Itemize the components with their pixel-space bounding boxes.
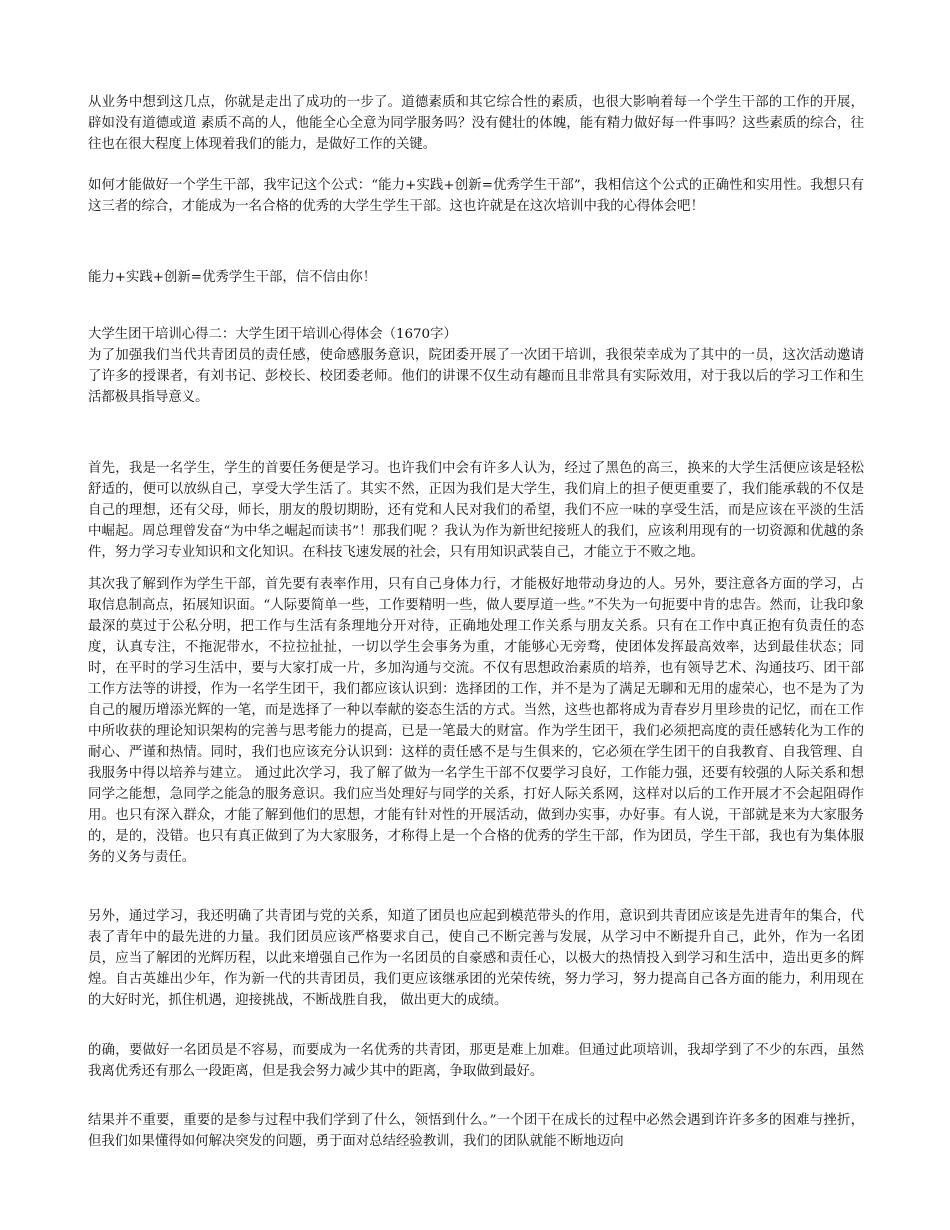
paragraph-conclusion: 结果并不重要，重要的是参与过程中我们学到了什么，领悟到什么。”一个团干在成长的过程中必然会遇到许许多多的困难与挫折，但我们如果懂得如何解决突发的问题，勇于面对总结经验教训，我们的团队就能不断地迈向 [88,1113,864,1149]
paragraph-formula-short: 能力+实践+创新=优秀学生干部，信不信由你！ [88,270,377,285]
paragraph-league-party: 另外，通过学习，我还明确了共青团与党的关系，知道了团员也应起到模范带头的作用，意识到共青团应该是先进青年的集合，代表了青年中的最先进的力量。我们团员应该严格要求自己，使自己不断完善与发展，从学习中不断提升自己，此外，作为一名团员，应当了解团的光辉历程，以此来增强自己作为一名团员的自豪感和责任心，以极大的热情投入到学习和生活中，造出更多的辉煌。自古英雄出少年，作为新一代的共青团员，我们更应该继承团的光荣传统，努力学习，努力提高自己各方面的能力，利用现在的大好时光，抓住机遇，迎接挑战，不断战胜自我， 做出更大的成绩。 [88,909,864,1008]
paragraph-qualities: 从业务中想到这几点，你就是走出了成功的一步了。道德素质和其它综合性的素质，也很大影响着每一个学生干部的工作的开展，辟如没有道德或道 素质不高的人，他能全心全意为同学服务吗？没有健壮的体魄，能有精力做好每一件事吗？这些素质的综合，往往也在很大程度上体现着我们的能力，是做好工作的关键。 [88,95,864,152]
paragraph-cadre-role: 其次我了解到作为学生干部，首先要有表率作用，只有自己身体力行，才能极好地带动身边的人。另外，要注意各方面的学习，占取信息制高点，拓展知识面。“人际要简单一些，工作要精明一些，做人要厚道一些。”不失为一句扼要中肯的忠告。然而，让我印象最深的莫过于公私分明，把工作与生活有条理地分开对待，正确地处理工作关系与朋友关系。只有在工作中真正抱有负责任的态度，认真专注，不拖泥带水，不拉拉扯扯，一切以学生会事务为重，才能够心无旁骛，使团体发挥最高效率，达到最佳状态；同时，在平时的学习生活中，要与大家打成一片，多加沟通与交流。不仅有思想政治素质的培养，也有领导艺术、沟通技巧、团干部工作方法等的讲授，作为一名学生团干，我们都应该认识到：选择团的工作，并不是为了满足无聊和无用的虚荣心，也不是为了为自己的履历增添光辉的一笔，而是选择了一种以奉献的姿态生活的方式。当然，这些也都将成为青春岁月里珍贵的记忆，而在工作中所收获的理论知识架构的完善与思考能力的提高，已是一笔最大的财富。作为学生团干，我们必须把高度的责任感转化为工作的耐心、严谨和热情。同时，我们也应该充分认识到：这样的责任感不是与生俱来的，它必须在学生团干的自我教育、自我管理、自我服务中得以培养与建立。 通过此次学习，我了解了做为一名学生干部不仅要学习良好，工作能力强，还要有较强的人际关系和想同学之能想，急同学之能急的服务意识。我们应当处理好与同学的关系，打好人际关系网，这样对以后的工作开展才不会起阻碍作用。也只有深入群众，才能了解到他们的思想，才能有针对性的开展活动，做到办实事，办好事。有人说，干部就是来为大家服务的，是的，没错。也只有真正做到了为大家服务，才称得上是一个合格的优秀的学生干部，作为团员，学生干部，我也有为集体服务的义务与责任。 [88,577,864,865]
paragraph-difficulty: 的确，要做好一名团员是不容易，而要成为一名优秀的共青团，那更是难上加难。但通过此项培训，我却学到了不少的东西，虽然我离优秀还有那么一段距离，但是我会努力减少其中的距离，争取做到最好。 [88,1043,864,1079]
paragraph-training-intro: 为了加强我们当代共青团员的责任感，使命感服务意识，院团委开展了一次团干培训，我很荣幸成为了其中的一员，这次活动邀请了许多的授课者，有刘书记、彭校长、校团委老师。他们的讲课不仅生动有趣而且非常具有实际效用，对于我以后的学习工作和生活都极具指导意义。 [88,348,864,405]
paragraph-study: 首先，我是一名学生，学生的首要任务便是学习。也许我们中会有许多人认为，经过了黑色的高三，换来的大学生活便应该是轻松舒适的，便可以放纵自己，享受大学生活了。其实不然，正因为我们是大学生，我们肩上的担子便更重要了，我们能承载的不仅是自己的理想，还有父母，师长，朋友的殷切期盼，还有党和人民对我们的希望，我们不应一味的享受生活，而是应该在平淡的生活中崛起。周总理曾发奋“为中华之崛起而读书”！那我们呢 ？我认为作为新世纪接班人的我们，应该利用现有的一切资源和优越的条件，努力学习专业知识和文化知识。在科技飞速发展的社会，只有用知识武装自己，才能立于不败之地。 [88,461,864,560]
section-heading: 大学生团干培训心得二：大学生团干培训心得体会（1670字） [88,327,457,342]
paragraph-formula: 如何才能做好一个学生干部，我牢记这个公式：“能力+实践+创新=优秀学生干部”，我相信这个公式的正确性和实用性。我想只有这三者的综合，才能成为一名合格的优秀的大学生学生干部。这也许就是在这次培训中我的心得体会吧！ [88,178,864,214]
